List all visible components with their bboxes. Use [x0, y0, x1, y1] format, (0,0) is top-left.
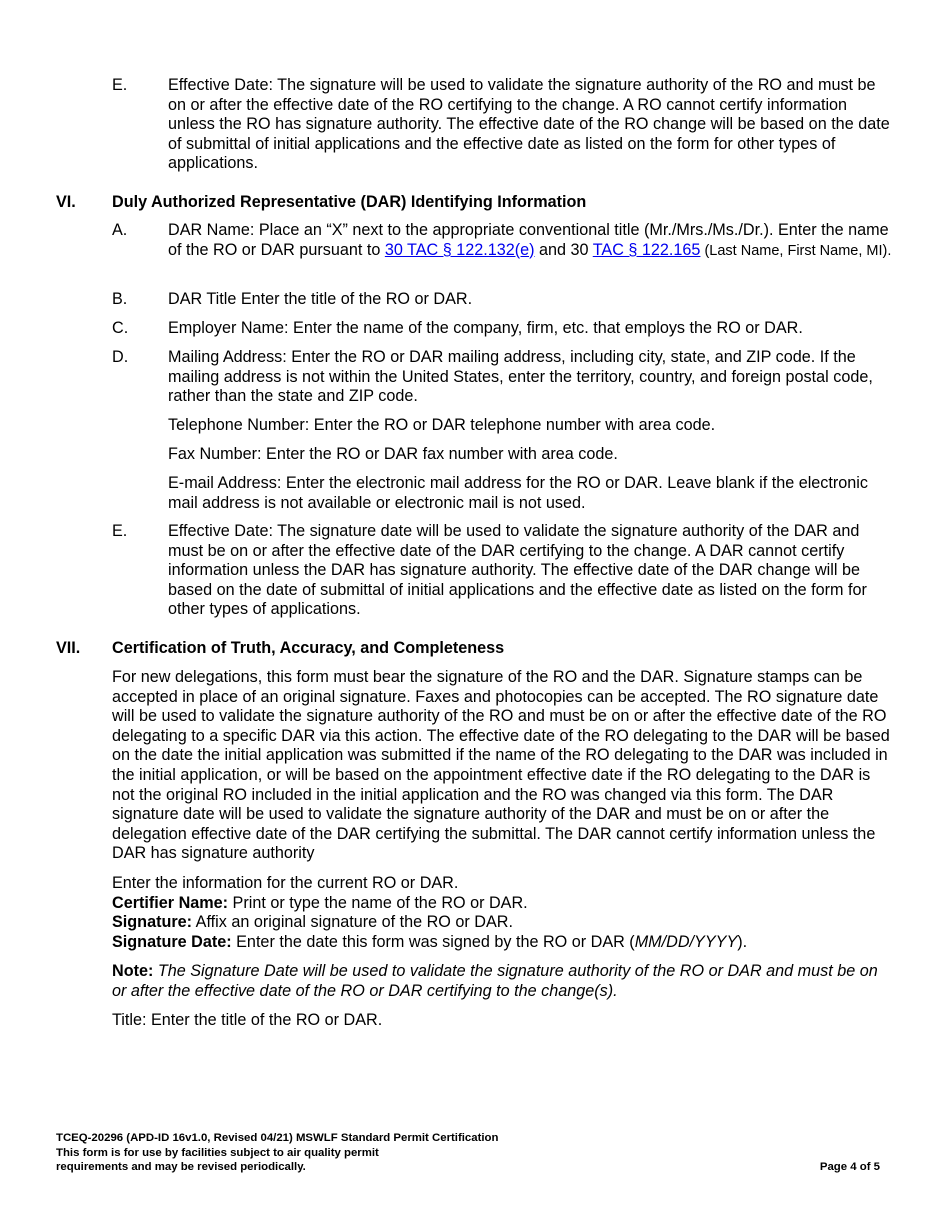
- certifier-name-desc: Print or type the name of the RO or DAR.: [228, 893, 528, 912]
- date-format: MM/DD/YYYY: [634, 932, 738, 951]
- section-number: VI.: [56, 193, 76, 211]
- effective-date-dar-text: Effective Date: The signature date will be used to validate the signature authority of the DAR and must be on or after the effective date of the DAR certifying to the change. A DAR cannot certify information unless the DAR has signature authority. The effective date of the DAR change will be based on the date of submittal of initial applications and the effective date as listed on the form for other types of applications.: [168, 522, 867, 619]
- employer-name-text: Employer Name: Enter the name of the company, firm, etc. that employs the RO or DAR.: [168, 319, 803, 337]
- footer-line-1: TCEQ-20296 (APD-ID 16v1.0, Revised 04/21) MSWLF Standard Permit Certification: [56, 1132, 499, 1144]
- signature-date-label: Signature Date:: [112, 932, 232, 951]
- tac-122-132e-link[interactable]: 30 TAC § 122.132(e): [384, 240, 535, 259]
- footer-line-2: This form is for use by facilities subject to air quality permit: [56, 1146, 379, 1159]
- mailing-address-text: Mailing Address: Enter the RO or DAR mailing address, including city, state, and ZIP code. If the mailing address is not within the United States, enter the territory, country, and foreign postal code, rather than the state and ZIP code.: [168, 348, 873, 406]
- footer-form-id: [56, 1131, 656, 1175]
- item-letter: A.: [112, 221, 128, 239]
- title-instruction: Title: Enter the title of the RO or DAR.: [112, 1011, 383, 1029]
- telephone-text: Telephone Number: Enter the RO or DAR telephone number with area code.: [168, 416, 716, 434]
- page-number: Page 4 of 5: [819, 1161, 880, 1173]
- dar-name-text-pre: DAR Name: Place an “X” next to the appropriate conventional title (Mr./Mrs./Ms./Dr.). Enter the name of the RO or DAR pursuant to: [168, 221, 889, 259]
- item-letter: C.: [112, 319, 129, 337]
- fax-text: Fax Number: Enter the RO or DAR fax number with area code.: [168, 445, 618, 463]
- signature-date-line: [112, 933, 890, 953]
- section-title: Duly Authorized Representative (DAR) Identifying Information: [112, 193, 587, 211]
- note-body: The Signature Date will be used to validate the signature authority of the RO or DAR and must be on or after the effective date of the RO or DAR certifying to the change(s).: [112, 962, 878, 1000]
- item-letter: D.: [112, 348, 129, 366]
- signature-desc: Affix an original signature of the RO or DAR.: [192, 913, 513, 932]
- note-label: Note:: [112, 962, 154, 980]
- tac-122-165-link[interactable]: TAC § 122.165: [592, 240, 701, 259]
- section-title: Certification of Truth, Accuracy, and Completeness: [112, 639, 505, 657]
- dar-name-text-mid: and 30: [534, 240, 593, 259]
- dar-name-text: [168, 221, 892, 261]
- certifier-name-label: Certifier Name:: [112, 893, 229, 912]
- section-number: VII.: [56, 639, 81, 657]
- item-letter: E.: [112, 522, 128, 540]
- signature-date-desc: Enter the date this form was signed by the RO or DAR (: [231, 932, 635, 951]
- item-letter: E.: [112, 76, 128, 94]
- dar-name-text-post: (Last Name, First Name, MI).: [700, 242, 892, 259]
- note-text: [112, 962, 890, 1001]
- signature-label: Signature:: [112, 913, 193, 932]
- certifier-name-line: [112, 894, 890, 914]
- certifier-instructions: [112, 874, 890, 952]
- effective-date-ro-text: Effective Date: The signature will be used to validate the signature authority of the RO and must be on or after the effective date of the RO certifying to the change. A RO cannot certify information unless the RO has signature authority. The effective date of the RO change will be based on the date of submittal of initial applications and the effective date as listed on the form for other types of applications.: [168, 76, 890, 173]
- footer-line-3: requirements and may be revised periodically.: [56, 1161, 306, 1174]
- dar-title-text: DAR Title Enter the title of the RO or DAR.: [168, 290, 473, 308]
- signature-line: [112, 913, 890, 933]
- intro-line: Enter the information for the current RO or DAR.: [112, 874, 459, 892]
- certification-paragraph: For new delegations, this form must bear the signature of the RO and the DAR. Signature stamps can be accepted in place of an original signature. Faxes and photocopies can be accepted. The RO signature date will be used to validate the signature authority of the RO and must be on or after the effective date of the RO delegating to a specific DAR via this action. The effective date of the RO delegating to the DAR will be based on the date the initial application was submitted if the name of the RO delegating to the DAR was included in the initial application, or will be based on the appointment effective date if the RO delegating to the DAR is not the original RO included in the initial application and the RO was changed via this form. The DAR signature date will be used to validate the signature authority of the DAR and must be on or after the delegation effective date of the DAR certifying the submittal. The DAR cannot certify information unless the DAR has signature authority: [112, 668, 890, 863]
- signature-date-end: ).: [737, 932, 748, 951]
- email-text: E-mail Address: Enter the electronic mail address for the RO or DAR. Leave blank if the electronic mail address is not available or electronic mail is not used.: [168, 474, 868, 512]
- item-letter: B.: [112, 290, 128, 308]
